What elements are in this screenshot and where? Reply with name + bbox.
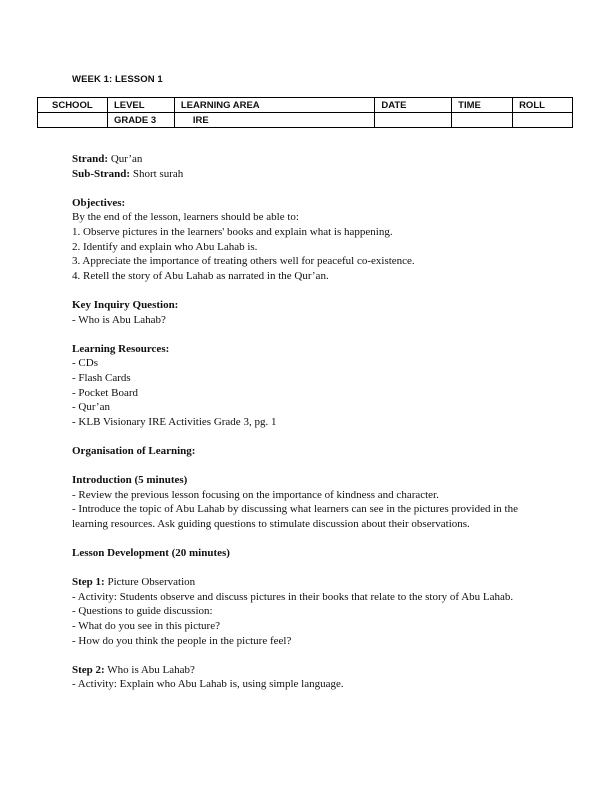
objective-item: 3. Appreciate the importance of treating others well for peaceful co-existence. [72, 255, 415, 268]
cell-school [38, 113, 108, 128]
objective-item: 4. Retell the story of Abu Lahab as narrated in the Qur’an. [72, 269, 329, 282]
step2-heading: Step 2: Who is Abu Lahab? [72, 663, 195, 676]
cell-time [452, 113, 513, 128]
lesson-meta-table [37, 97, 573, 128]
organisation-heading: Organisation of Learning: [72, 444, 196, 457]
cell-roll [513, 113, 573, 128]
cell-learning-area: IRE [174, 113, 374, 128]
introduction-heading: Introduction (5 minutes) [72, 474, 188, 487]
introduction-item: - Review the previous lesson focusing on the importance of kindness and character. [72, 488, 439, 501]
objectives-heading: Objectives: [72, 196, 126, 209]
key-inquiry-item: - Who is Abu Lahab? [72, 313, 166, 326]
objective-item: 2. Identify and explain who Abu Lahab is. [72, 240, 258, 253]
header-level: LEVEL [107, 98, 174, 113]
step1-item: - How do you think the people in the picture feel? [72, 634, 292, 647]
table-row [38, 113, 573, 128]
cell-level: GRADE 3 [107, 113, 174, 128]
header-school: SCHOOL [38, 98, 108, 113]
strand-line: Strand: Qur’an [72, 153, 143, 165]
resource-item: - KLB Visionary IRE Activities Grade 3, pg. 1 [72, 415, 277, 428]
resource-item: - Pocket Board [72, 386, 138, 399]
step2-item: - Activity: Explain who Abu Lahab is, using simple language. [72, 678, 344, 691]
step1-item: - Activity: Students observe and discuss pictures in their books that relate to the story of Abu Lahab. [72, 590, 514, 603]
header-roll: ROLL [513, 98, 573, 113]
resource-item: - CDs [72, 357, 98, 370]
header-time: TIME [452, 98, 513, 113]
cell-date [375, 113, 452, 128]
step1-item: - Questions to guide discussion: [72, 605, 213, 618]
lesson-body [72, 152, 542, 692]
objective-item: 1. Observe pictures in the learners' books and explain what is happening. [72, 225, 393, 238]
resource-item: - Qur’an [72, 401, 110, 414]
sub-strand-line: Sub-Strand: Short surah [72, 167, 184, 180]
development-heading: Lesson Development (20 minutes) [72, 547, 230, 560]
lesson-title: WEEK 1: LESSON 1 [72, 74, 163, 85]
header-date: DATE [375, 98, 452, 113]
step1-item: - What do you see in this picture? [72, 620, 220, 632]
table-header-row [38, 98, 573, 113]
step1-heading: Step 1: Picture Observation [72, 576, 196, 589]
resources-heading: Learning Resources: [72, 342, 170, 355]
objectives-intro: By the end of the lesson, learners should be able to: [72, 211, 299, 224]
key-inquiry-heading: Key Inquiry Question: [72, 298, 179, 311]
resource-item: - Flash Cards [72, 371, 131, 384]
header-learning-area: LEARNING AREA [174, 98, 374, 113]
introduction-item: - Introduce the topic of Abu Lahab by discussing what learners can see in the pictures provided in the learning resources. Ask guiding questions to stimulate discussion about their observations. [72, 503, 518, 530]
